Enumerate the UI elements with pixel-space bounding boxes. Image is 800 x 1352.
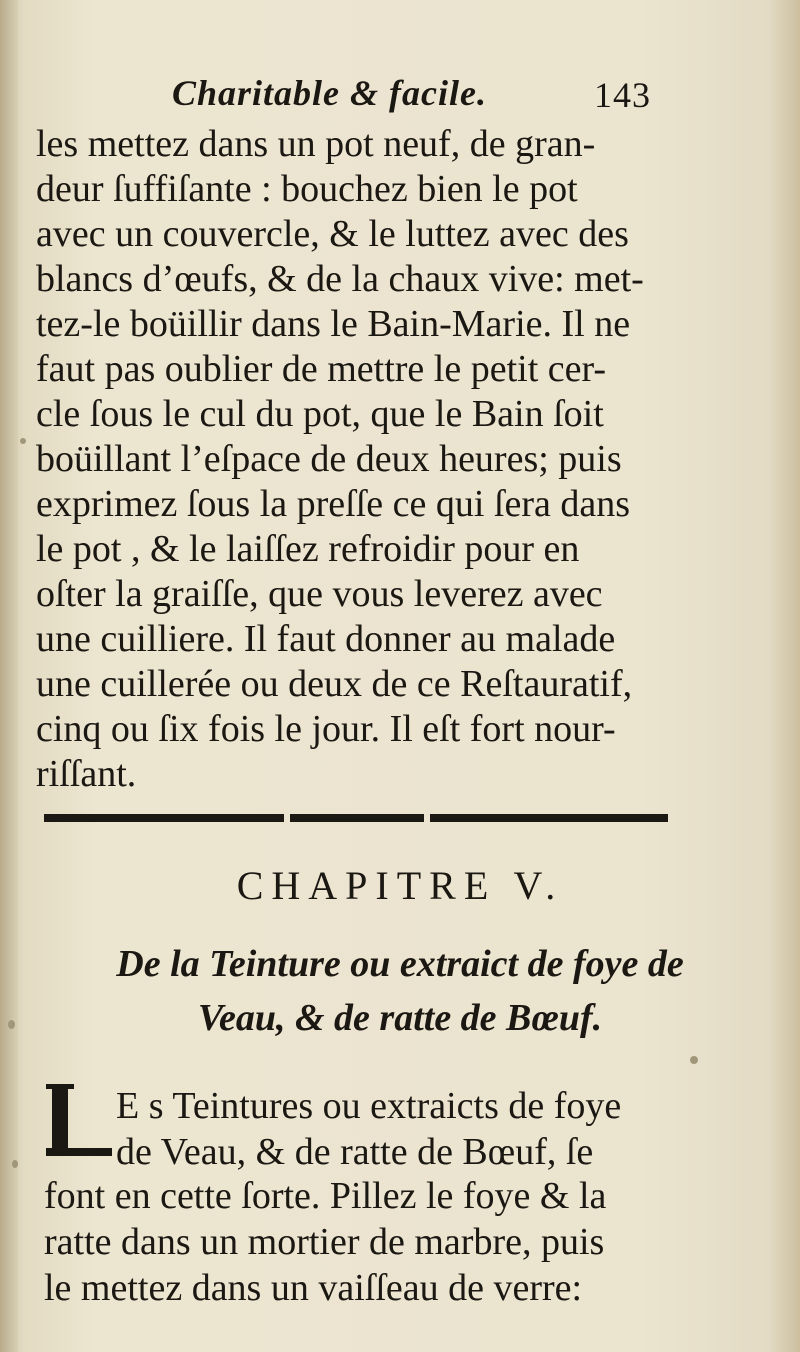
drop-cap xyxy=(44,1082,114,1160)
text-line: avec un couvercle, & le luttez avec des xyxy=(36,213,629,255)
text-line: les mettez dans un pot neuf, de gran- xyxy=(36,123,596,165)
page-gutter xyxy=(0,0,18,1352)
paper-speck xyxy=(690,1056,698,1064)
running-head-title: Charitable & facile. xyxy=(172,73,487,113)
text-line: cinq ou ſix fois le jour. Il eſt fort nour- xyxy=(36,708,616,750)
text-line: cle ſous le cul du pot, que le Bain ſoit xyxy=(36,393,604,435)
text-line: faut pas oublier de mettre le petit cer- xyxy=(36,348,607,390)
chapter-heading: CHAPITRE V. xyxy=(236,863,564,908)
text-line: une cuillerée ou deux de ce Reſtauratif, xyxy=(36,663,633,705)
paper-speck xyxy=(12,1160,18,1168)
paper-speck xyxy=(8,1020,15,1029)
text-line: exprimez ſous la preſſe ce qui ſera dans xyxy=(36,483,631,525)
paragraph-2-line-3: font en cette ſorte. Pillez le foye & la xyxy=(44,1175,607,1217)
rule-segment xyxy=(44,814,284,822)
text-line: tez-le boüillir dans le Bain-Marie. Il ne xyxy=(36,303,631,345)
text-line: boüillant l’eſpace de deux heures; puis xyxy=(36,438,622,480)
text-line: une cuilliere. Il faut donner au malade xyxy=(36,618,616,660)
rule-segment xyxy=(430,814,668,822)
paragraph-2-line-2: de Veau, & de ratte de Bœuf, ſe xyxy=(116,1131,594,1173)
text-line: blancs d’œufs, & de la chaux vive: met- xyxy=(36,258,644,300)
text-line: oſter la graiſſe, que vous leverez avec xyxy=(36,573,603,615)
paragraph-2-line-1: E s Teintures ou extraicts de foye xyxy=(116,1085,622,1127)
chapter-subtitle-line-2: Veau, & de ratte de Bœuf. xyxy=(197,997,603,1039)
drop-cap-letter: L xyxy=(44,1082,45,1083)
text-line: deur ſuffiſante : bouchez bien le pot xyxy=(36,168,578,210)
text-line: riſſant. xyxy=(36,753,137,795)
text-line: le pot , & le laiſſez refroidir pour en xyxy=(36,528,580,570)
chapter-subtitle-line-1: De la Teinture ou extraict de foye de xyxy=(116,943,684,985)
page-number: 143 xyxy=(594,75,651,115)
paper-speck xyxy=(20,438,26,444)
rule-segment xyxy=(290,814,424,822)
paragraph-2-line-4: ratte dans un mortier de marbre, puis xyxy=(44,1221,605,1263)
paragraph-2-line-5: le mettez dans un vaiſſeau de verre: xyxy=(44,1267,583,1309)
running-head xyxy=(0,72,800,122)
